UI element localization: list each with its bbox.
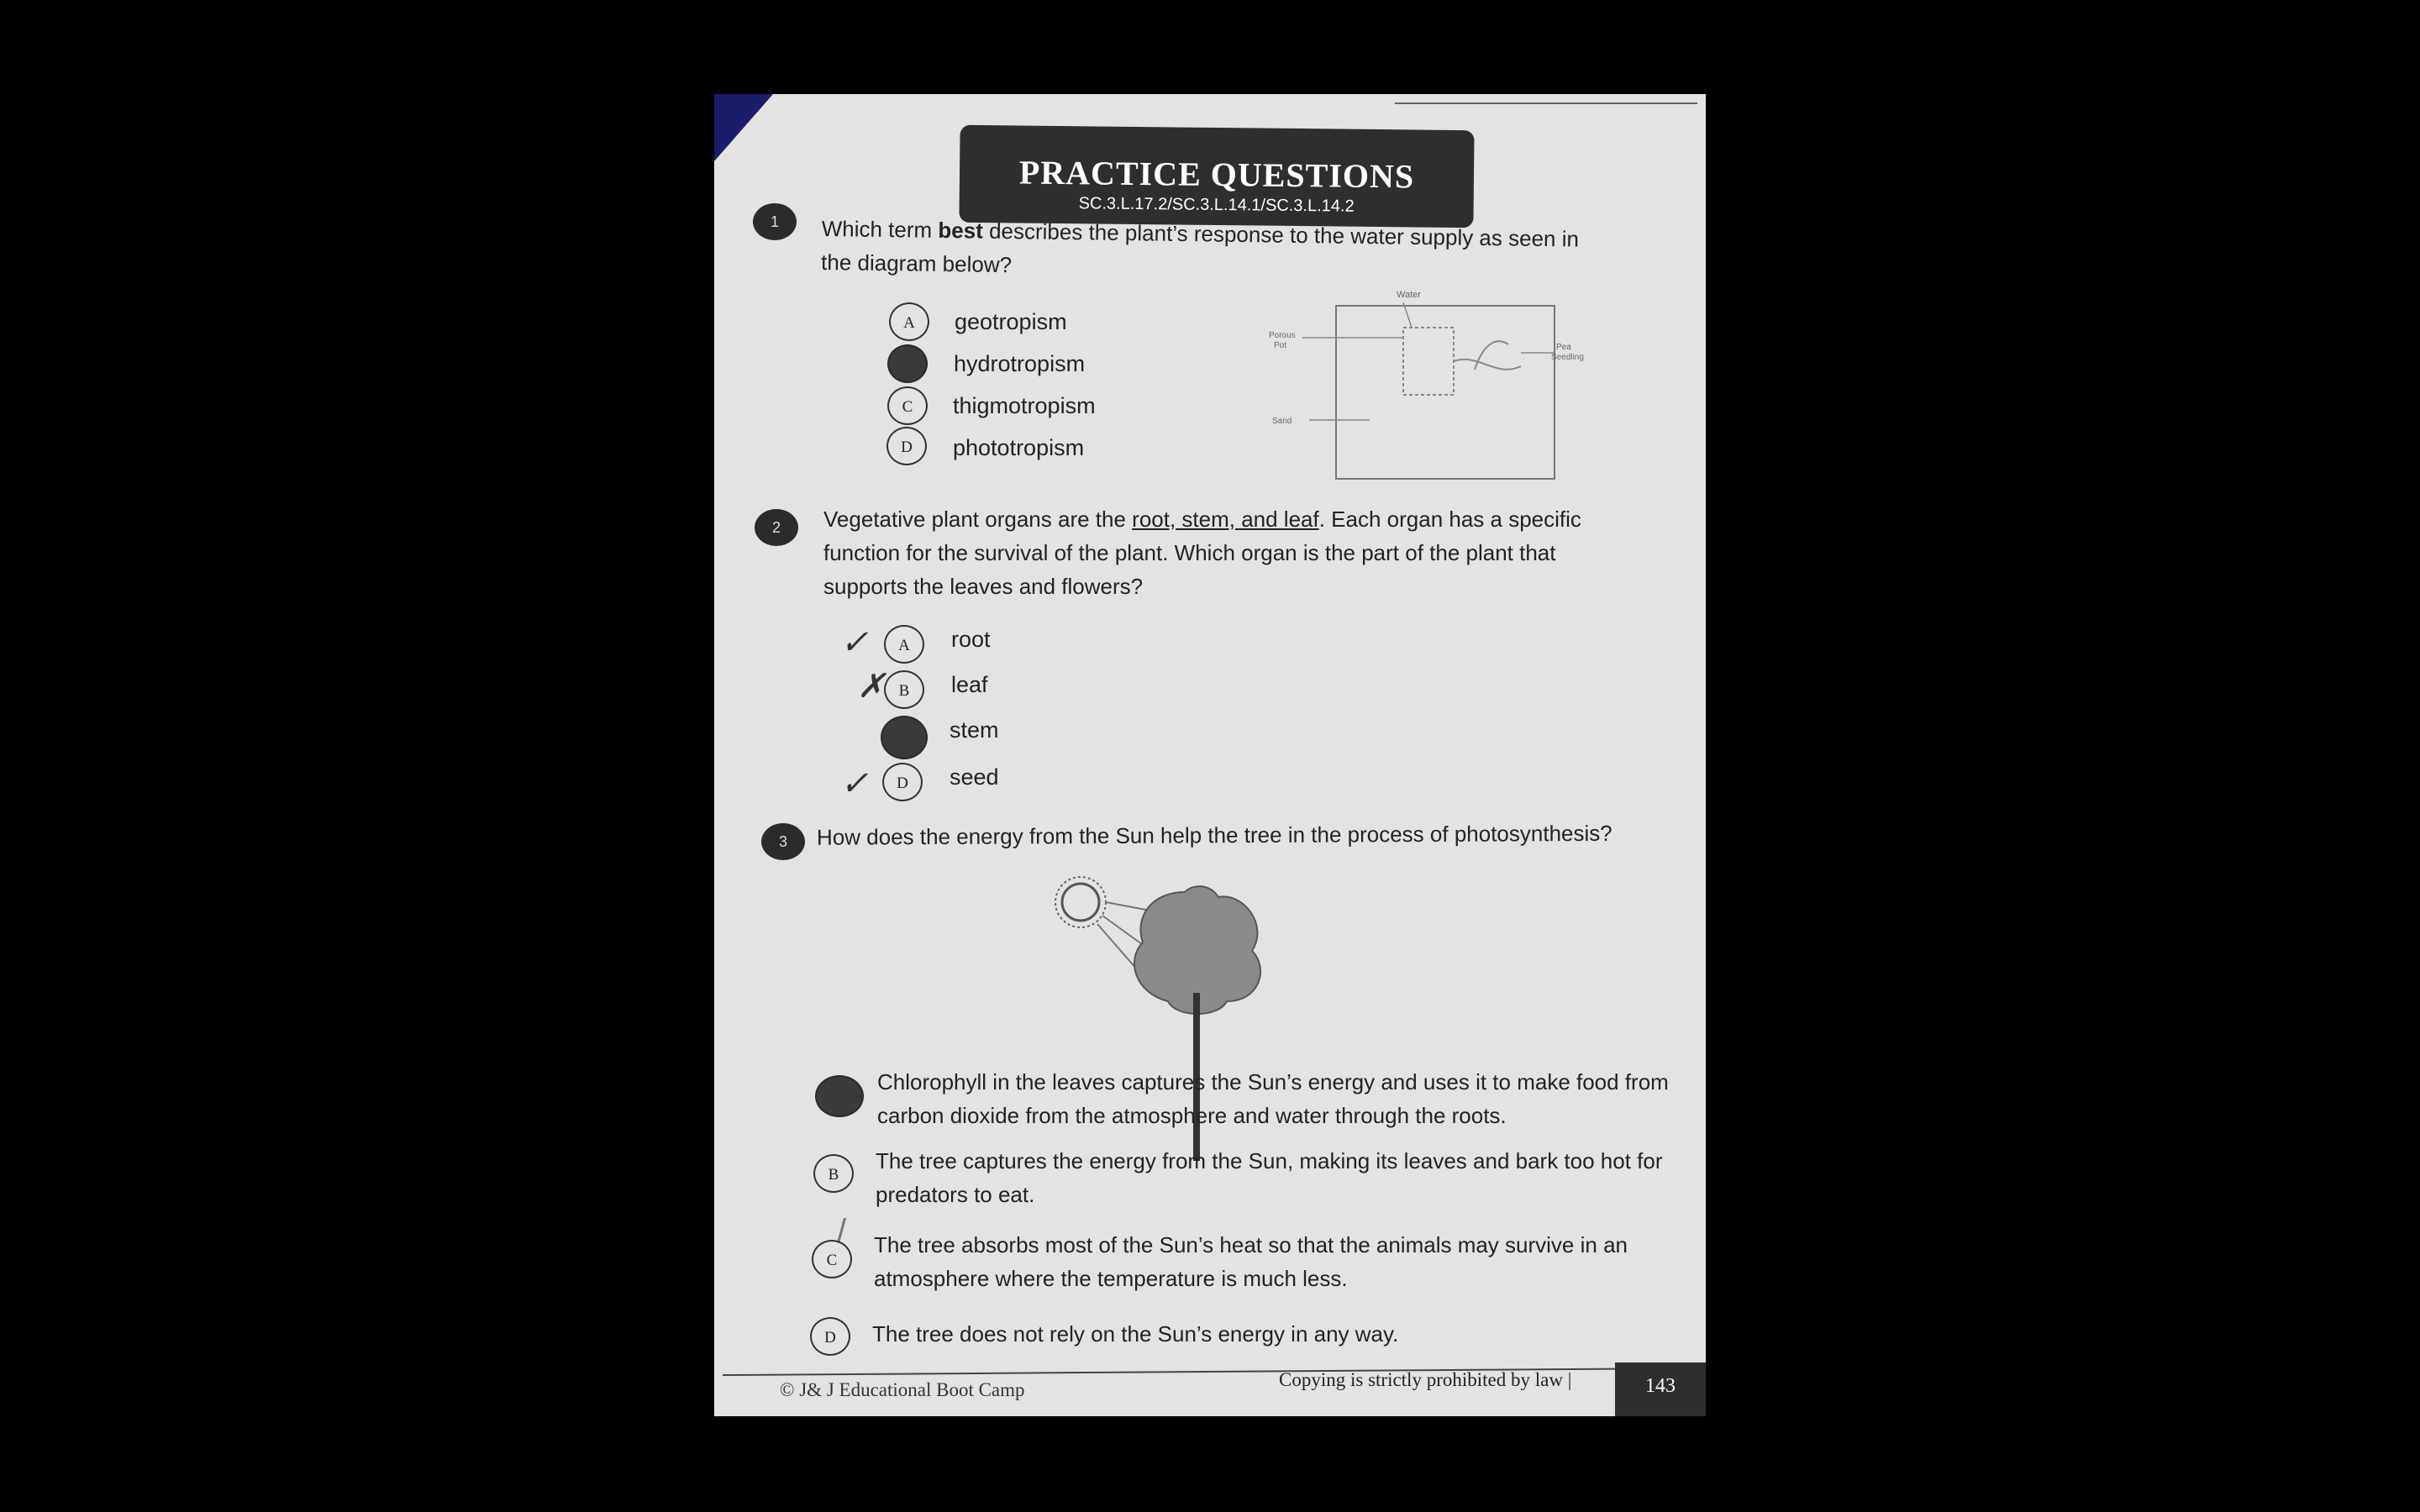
diagram-label-porous-pot: Porous	[1269, 331, 1296, 340]
q2-text-underline: root, stem, and leaf	[1132, 507, 1319, 532]
q2-option-a-label: root	[951, 627, 991, 652]
q2-option-b-label: leaf	[951, 672, 988, 697]
q1-option-b-label: hydrotropism	[954, 351, 1086, 376]
question-3-number: 3	[761, 823, 805, 860]
diagram-label-pot: Pot	[1274, 341, 1287, 350]
q2-option-c-bubble[interactable]	[881, 716, 928, 759]
page-number: 143	[1615, 1362, 1706, 1416]
page-title: PRACTICE QUESTIONS	[1018, 153, 1415, 196]
question-1-number: 1	[753, 203, 797, 240]
q2-cross-mark-b: ✗	[857, 668, 886, 705]
standards-code: SC.3.L.17.2/SC.3.L.14.1/SC.3.L.14.2	[1078, 194, 1355, 216]
q3-option-c-bubble[interactable]: C	[812, 1240, 852, 1278]
q3-option-b-bubble[interactable]: B	[813, 1154, 854, 1193]
q1-text-bold: best	[938, 217, 984, 244]
q1-option-b-bubble[interactable]	[887, 344, 928, 383]
q3-option-a-label: Chlorophyll in the leaves captures the Sun’s energy and uses it to make food from carbon dioxide from the atmosphere and water through the roots.	[877, 1069, 1669, 1128]
q2-text-post: . Each organ has a specific function for the survival of the plant. Which organ is the part of the plant that supports the leaves and flowers?	[823, 507, 1581, 599]
q3-option-a-bubble[interactable]	[815, 1075, 864, 1117]
q3-option-d-bubble[interactable]: D	[810, 1317, 850, 1356]
worksheet-page	[714, 94, 1706, 1416]
q3-option-c-label: The tree absorbs most of the Sun’s heat so that the animals may survive in an atmosphere where the temperature is much less.	[874, 1232, 1628, 1291]
q1-text-pre: Which term	[821, 215, 939, 243]
pencil-mark: /	[837, 1213, 847, 1250]
copyright-text: © J& J Educational Boot Camp	[780, 1379, 1025, 1400]
q2-check-mark-d: ✓	[840, 765, 869, 802]
page-corner-shadow	[714, 94, 773, 161]
question-2-number: 2	[755, 509, 798, 546]
q2-option-d-bubble[interactable]: D	[882, 763, 923, 801]
q2-option-d-label: seed	[950, 764, 999, 790]
question-2-text	[823, 502, 1597, 603]
diagram-label-sand: Sand	[1272, 417, 1292, 426]
diagram-label-pea: Pea	[1556, 343, 1571, 352]
section-header	[959, 125, 1474, 228]
top-rule	[1395, 102, 1697, 104]
q1-option-c-bubble[interactable]: C	[887, 386, 928, 425]
q2-option-c-label: stem	[950, 717, 999, 743]
q2-check-mark-a: ✓	[840, 624, 869, 661]
sun-icon	[1055, 877, 1106, 927]
question-1-text	[821, 212, 1595, 290]
diagram-label-seedling: Seedling	[1551, 353, 1584, 362]
q2-option-a-bubble[interactable]: A	[884, 625, 924, 664]
q2-text-pre: Vegetative plant organs are the	[823, 507, 1133, 532]
hydrotropism-diagram	[1269, 286, 1605, 487]
q2-option-b-bubble[interactable]: B	[884, 670, 924, 709]
q1-option-d-label: phototropism	[953, 435, 1085, 460]
q1-option-a-bubble[interactable]: A	[889, 302, 929, 341]
diagram-label-water: Water	[1397, 290, 1421, 300]
question-3-text: How does the energy from the Sun help the tree in the process of photosynthesis?	[816, 820, 1612, 850]
q1-text-post: describes the plant’s response to the water supply as seen in the diagram below?	[820, 218, 1580, 278]
q3-option-d-label: The tree does not rely on the Sun’s energy in any way.	[872, 1321, 1399, 1347]
copying-notice: Copying is strictly prohibited by law |	[1279, 1369, 1572, 1390]
q1-option-a-label: geotropism	[955, 309, 1067, 334]
q3-option-b-label: The tree captures the energy from the Sun, making its leaves and bark too hot for predators to eat.	[876, 1148, 1663, 1207]
q1-option-d-bubble[interactable]: D	[886, 427, 927, 465]
q1-option-c-label: thigmotropism	[953, 393, 1096, 418]
